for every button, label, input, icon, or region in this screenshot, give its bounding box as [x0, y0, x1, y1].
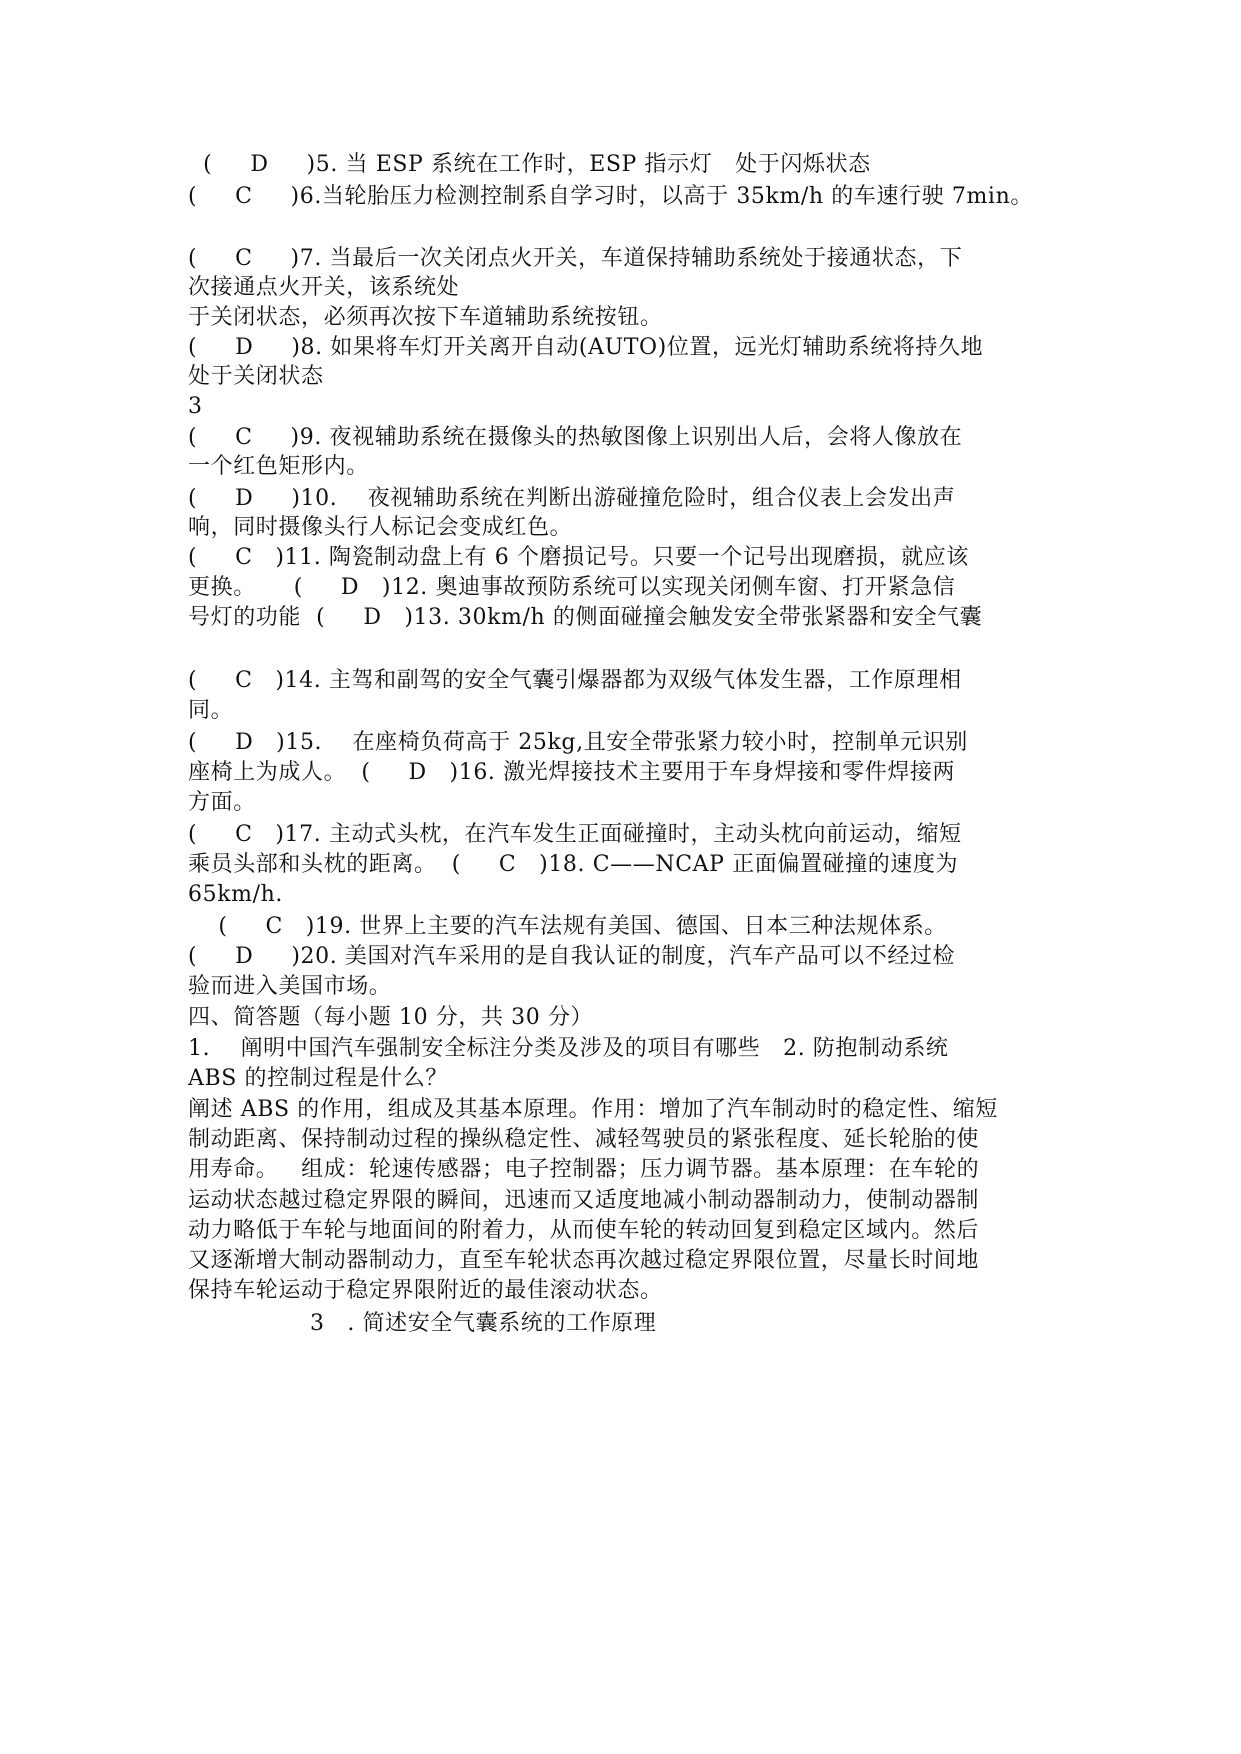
question-18-line: 乘员头部和头枕的距离。 ( C )18. C——NCAP 正面偏置碰撞的速度为 — [188, 852, 959, 877]
question-16-line-2: 方面。 — [188, 790, 256, 815]
question-8-line-2: 处于关闭状态 — [188, 364, 324, 389]
question-10-line-2: 响，同时摄像头行人标记会变成红色。 — [188, 515, 573, 540]
question-16-line: 座椅上为成人。 ( D )16. 激光焊接技术主要用于车身焊接和零件焊接两 — [188, 760, 956, 785]
short-answer-2-line: ABS 的控制过程是什么？ — [188, 1066, 448, 1091]
question-7-line-3: 于关闭状态，必须再次按下车道辅助系统按钮。 — [188, 305, 663, 330]
answer-line-4: 运动状态越过稳定界限的瞬间，迅速而又适度地减小制动器制动力，使制动器制 — [188, 1188, 980, 1213]
question-10-line-1: ( D )10. 夜视辅助系统在判断出游碰撞危险时，组合仪表上会发出声 — [188, 486, 956, 511]
question-19-line: ( C )19. 世界上主要的汽车法规有美国、德国、日本三种法规体系。 — [188, 914, 947, 939]
question-15-line: ( D )15. 在座椅负荷高于 25kg,且安全带张紧力较小时，控制单元识别 — [188, 730, 968, 755]
question-14-line-1: ( C )14. 主驾和副驾的安全气囊引爆器都为双级气体发生器，工作原理相 — [188, 668, 962, 693]
question-7-line-1: ( C )7. 当最后一次关闭点火开关，车道保持辅助系统处于接通状态，下 — [188, 246, 963, 271]
answer-line-3: 用寿命。 组成：轮速传感器；电子控制器；压力调节器。基本原理：在车轮的 — [188, 1157, 980, 1182]
short-answer-1-line: 1. 阐明中国汽车强制安全标注分类及涉及的项目有哪些 2. 防抱制动系统 — [188, 1036, 949, 1061]
question-6-line: ( C )6.当轮胎压力检测控制系自学习时，以高于 35km/h 的车速行驶 7min。 — [188, 184, 1033, 209]
section-heading: 四、简答题（每小题 10 分，共 30 分） — [188, 1005, 594, 1030]
question-13-line: 号灯的功能 ( D )13. 30km/h 的侧面碰撞会触发安全带张紧器和安全气囊 — [188, 605, 983, 630]
question-9-line-1: ( C )9. 夜视辅助系统在摄像头的热敏图像上识别出人后，会将人像放在 — [188, 425, 963, 450]
question-17-line: ( C )17. 主动式头枕，在汽车发生正面碰撞时，主动头枕向前运动，缩短 — [188, 822, 962, 847]
question-20-line-2: 验而进入美国市场。 — [188, 974, 392, 999]
question-11-line: ( C )11. 陶瓷制动盘上有 6 个磨损记号。只要一个记号出现磨损，就应该 — [188, 545, 969, 570]
answer-line-7: 保持车轮运动于稳定界限附近的最佳滚动状态。 — [188, 1278, 663, 1303]
question-8-line-1: ( D )8. 如果将车灯开关离开自动(AUTO)位置，远光灯辅助系统将持久地 — [188, 335, 984, 360]
answer-line-6: 又逐渐增大制动器制动力，直至车轮状态再次越过稳定界限位置，尽量长时间地 — [188, 1248, 980, 1273]
question-5-line: ( D )5. 当 ESP 系统在工作时，ESP 指示灯 处于闪烁状态 — [188, 152, 871, 177]
question-14-line-2: 同。 — [188, 698, 234, 723]
stray-number: 3 — [188, 394, 203, 419]
question-7-line-2: 次接通点火开关，该系统处 — [188, 275, 460, 300]
question-12-line: 更换。 ( D )12. 奥迪事故预防系统可以实现关闭侧车窗、打开紧急信 — [188, 575, 956, 600]
question-20-line-1: ( D )20. 美国对汽车采用的是自我认证的制度，汽车产品可以不经过检 — [188, 944, 956, 969]
short-answer-3-line: 3 . 简述安全气囊系统的工作原理 — [310, 1311, 657, 1336]
answer-line-2: 制动距离、保持制动过程的操纵稳定性、减轻驾驶员的紧张程度、延长轮胎的使 — [188, 1127, 980, 1152]
question-18-line-2: 65km/h. — [188, 882, 283, 907]
answer-line-1: 阐述 ABS 的作用，组成及其基本原理。作用：增加了汽车制动时的稳定性、缩短 — [188, 1097, 998, 1122]
question-9-line-2: 一个红色矩形内。 — [188, 454, 369, 479]
answer-line-5: 动力略低于车轮与地面间的附着力，从而使车轮的转动回复到稳定区域内。然后 — [188, 1218, 980, 1243]
